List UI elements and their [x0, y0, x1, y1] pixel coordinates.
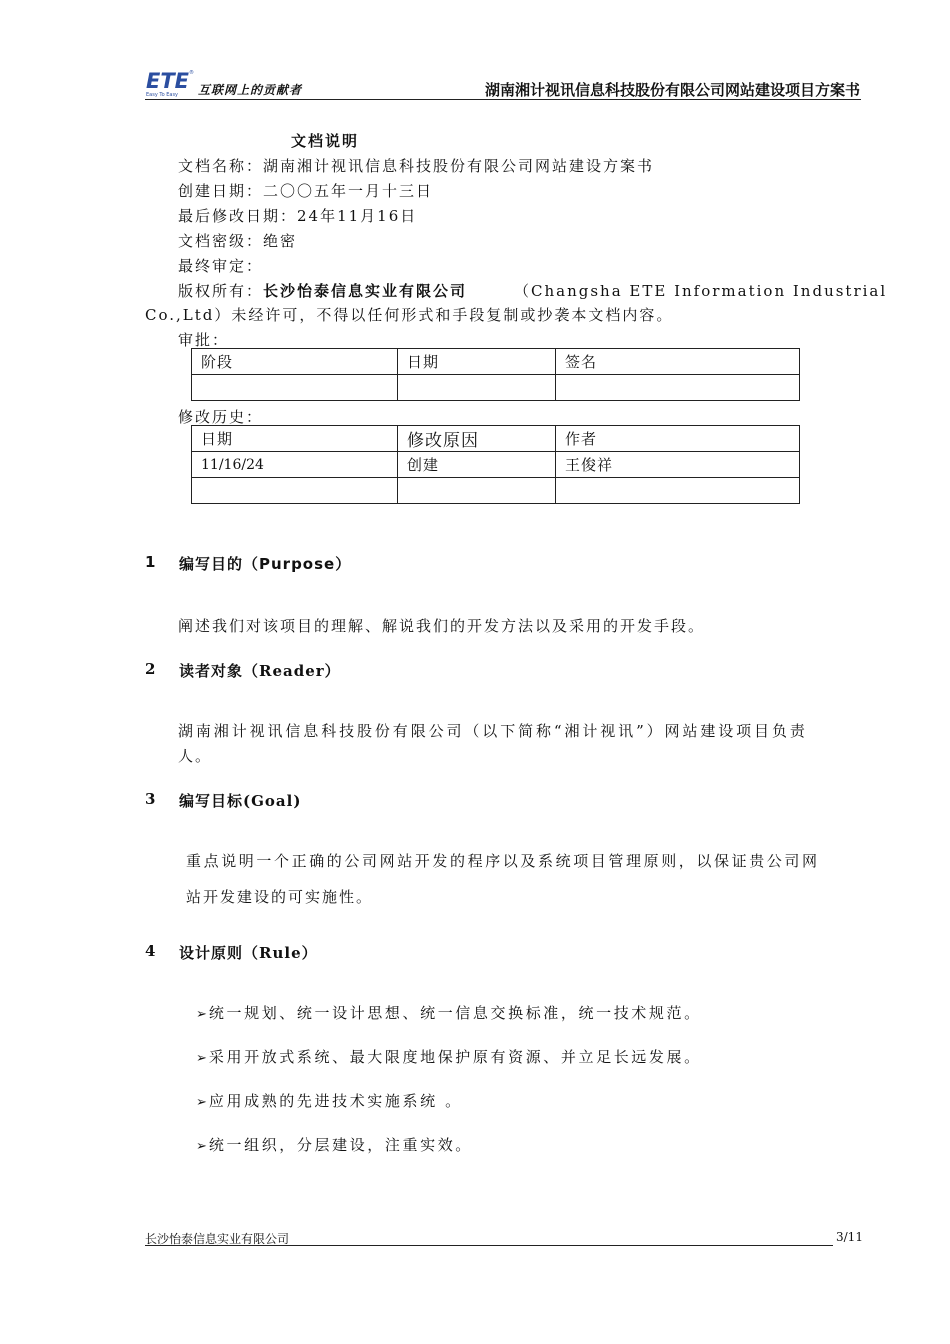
table-cell: [556, 478, 800, 504]
table-cell: [192, 375, 398, 401]
section-number: 3: [145, 790, 157, 808]
history-label: 修改历史：: [178, 408, 264, 426]
section-title: 编写目标(Goal): [179, 792, 302, 810]
copyright-label: 版权所有：: [178, 282, 264, 300]
approval-label: 审批：: [178, 331, 230, 349]
section-2-body-line1: 湖南湘计视讯信息科技股份有限公司（以下简称“湘计视讯”）网站建设项目负责: [178, 722, 808, 740]
section-4-heading: [145, 942, 845, 962]
section-number: 2: [145, 660, 157, 678]
section-3-body-line1: 重点说明一个正确的公司网站开发的程序以及系统项目管理原则，以保证贵公司网: [186, 852, 820, 870]
footer-company: 长沙怡泰信息实业有限公司: [145, 1232, 290, 1246]
history-date-cell: 11/16/24: [192, 452, 398, 478]
table-cell: [556, 375, 800, 401]
history-table: [191, 425, 800, 504]
section-2-heading: [145, 660, 845, 680]
copyright-english: （Changsha ETE Information Industrial: [514, 282, 888, 300]
table-row: [192, 452, 800, 478]
history-author-cell: 王俊祥: [556, 452, 800, 478]
section-1-heading: [145, 553, 845, 573]
approval-table: [191, 348, 800, 401]
history-header-date: 日期: [192, 426, 398, 452]
list-item: ➢ 采用开放式系统、最大限度地保护原有资源、并立足长远发展。: [196, 1048, 702, 1066]
table-row: [192, 349, 800, 375]
doc-name: 文档名称：湖南湘计视讯信息科技股份有限公司网站建设方案书: [178, 157, 655, 175]
doc-created: 创建日期：二〇〇五年一月十三日: [178, 182, 434, 200]
section-title: 读者对象（Reader）: [179, 662, 341, 680]
table-cell: [398, 478, 556, 504]
arrow-bullet-icon: ➢: [196, 1139, 207, 1154]
footer-page-number: 3/11: [836, 1230, 863, 1244]
history-header-reason: 修改原因: [398, 426, 556, 452]
ete-logo: [145, 68, 193, 98]
table-row: [192, 375, 800, 401]
section-title: 编写目的（Purpose）: [179, 555, 352, 573]
table-cell: [398, 375, 556, 401]
doc-security: 文档密级：绝密: [178, 232, 298, 250]
table-row: [192, 478, 800, 504]
section-number: 4: [145, 942, 157, 960]
history-header-author: 作者: [556, 426, 800, 452]
doc-copyright: [178, 280, 467, 301]
svg-text:®: ®: [189, 70, 194, 76]
list-item: ➢ 应用成熟的先进技术实施系统 。: [196, 1092, 463, 1110]
section-number: 1: [145, 553, 157, 571]
logo-subtext: Easy To Easy: [146, 92, 179, 98]
arrow-bullet-icon: ➢: [196, 1007, 207, 1022]
section-3-heading: [145, 790, 845, 810]
header-divider: [145, 99, 861, 100]
doc-final-review: 最终审定：: [178, 257, 264, 275]
footer-divider: [145, 1245, 833, 1246]
approval-header-date: 日期: [398, 349, 556, 375]
approval-header-stage: 阶段: [192, 349, 398, 375]
section-title: 设计原则（Rule）: [179, 944, 318, 962]
section-2-body-line2: 人。: [178, 747, 213, 765]
copyright-company: 长沙怡泰信息实业有限公司: [263, 282, 468, 300]
table-cell: [192, 478, 398, 504]
table-row: [192, 426, 800, 452]
header-slogan: 互联网上的贡献者: [198, 83, 303, 97]
section-3-body-line2: 站开发建设的可实施性。: [186, 888, 374, 906]
arrow-bullet-icon: ➢: [196, 1051, 207, 1066]
header-title: 湖南湘计视讯信息科技股份有限公司网站建设项目方案书: [484, 81, 860, 99]
approval-header-signature: 签名: [556, 349, 800, 375]
history-reason-cell: 创建: [398, 452, 556, 478]
arrow-bullet-icon: ➢: [196, 1095, 207, 1110]
list-item: ➢ 统一组织，分层建设，注重实效。: [196, 1136, 473, 1154]
logo-text: ETE: [146, 69, 190, 93]
section-1-body: 阐述我们对该项目的理解、解说我们的开发方法以及采用的开发手段。: [178, 617, 706, 635]
doc-modified: 最后修改日期：24年11月16日: [178, 207, 418, 225]
copyright-continuation: Co.,Ltd）未经许可，不得以任何形式和手段复制或抄袭本文档内容。: [145, 306, 674, 324]
doc-info-heading: 文档说明: [291, 132, 360, 150]
list-item: ➢ 统一规划、统一设计思想、统一信息交换标准，统一技术规范。: [196, 1004, 702, 1022]
